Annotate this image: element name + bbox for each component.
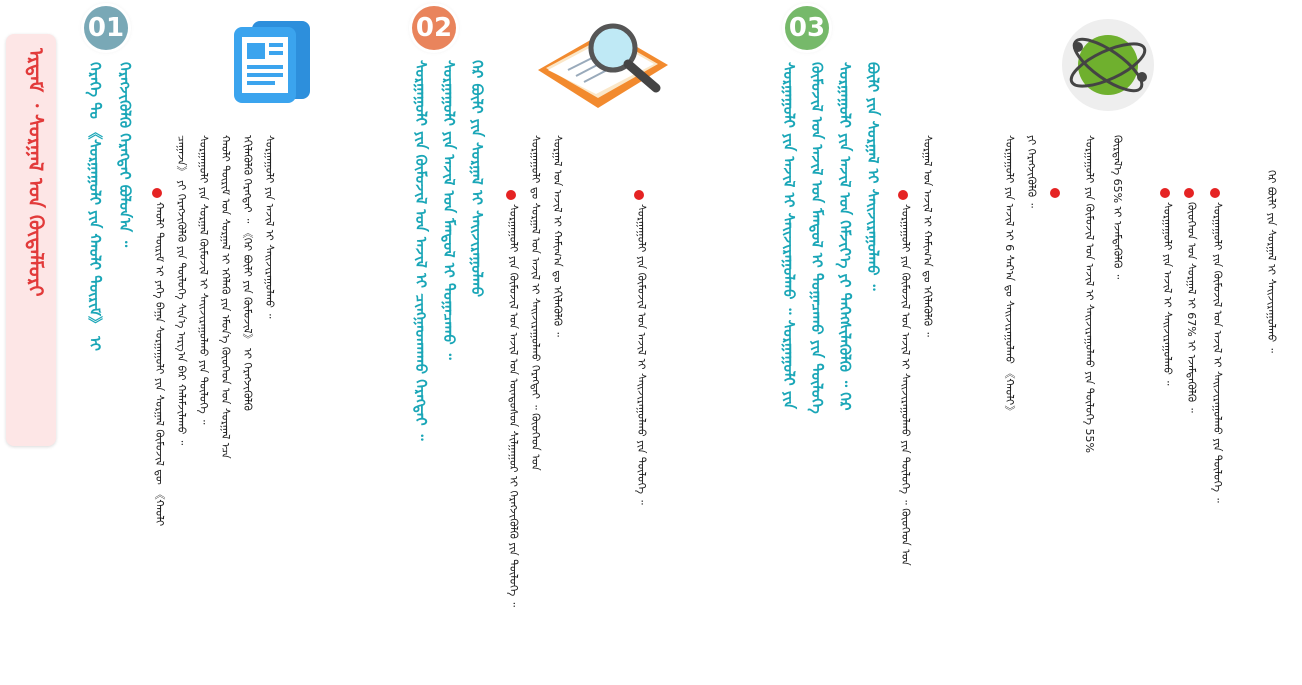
section-03-headline-line1: ᠰᠤᠷᠭᠠᠭᠤᠯᠢ ᠶᠢᠨ ᠠᠵᠢᠯ ᠢ ᠰᠠᠢᠵᠢᠷᠠᠭᠤᠯᠬᠤ ᠃ ᠰᠤᠷᠭᠠᠭᠤᠯᠢ ᠶᠢᠨ bbox=[780, 62, 798, 410]
section-01-bullet bbox=[152, 188, 162, 198]
section-01-para-line1: ᠬᠠᠤᠯᠢ ᠳᠦᠷᠢᠮ ᠢ ᠶᠡᠬᠡ ᠪᠠᠭᠠ ᠰᠤᠷᠭᠠᠭᠤᠯᠢ ᠶᠢᠨ ᠰᠤᠷᠭᠠᠯ ᠬᠦᠮᠦᠵᠢᠯ ᠳᠦ 《ᠬᠠᠤᠯᠢ bbox=[153, 202, 166, 527]
section-01-para-line3: ᠰᠤᠷᠭᠠᠭᠤᠯᠢ ᠶᠢᠨ ᠰᠤᠷᠭᠠᠯ ᠬᠦᠮᠦᠵᠢᠯ ᠢ ᠰᠠᠢᠵᠢᠷᠠᠭᠤᠯᠬᠤ ᠶᠢᠨ ᠲᠥᠯᠥᠭᠡ ᠃ bbox=[197, 135, 210, 425]
section-02-bullet-2 bbox=[634, 190, 644, 200]
section-03-para5-line2: ᠭᠡᠷ ᠪᠦᠯᠢ ᠶᠢᠨ ᠰᠤᠷᠭᠠᠯ ᠢ ᠰᠠᠢᠵᠢᠷᠠᠭᠤᠯᠬᠤ ᠃ bbox=[1265, 170, 1278, 353]
title-box bbox=[6, 34, 56, 446]
newspaper-icon bbox=[222, 15, 318, 111]
section-02-headline-line1: ᠰᠤᠷᠭᠠᠭᠤᠯᠢ ᠶᠢᠨ ᠬᠦᠮᠦᠵᠢᠯ ᠤᠨ ᠠᠵᠢᠯ ᠢ ᠴᠢᠩᠭᠠᠳᠬᠠᠬᠤ ᠬᠡᠷᠡᠭᠲᠡᠢ ᠃ bbox=[412, 60, 430, 441]
section-03-para2-line2: ᠬᠦᠷᠲᠡᠯ᠎ᠡ 65% ᠢ ᠡᠵᠡᠮᠳᠡᠭᠦᠯᠬᠦ ᠃ bbox=[1111, 135, 1124, 280]
section-03-para1-line3: ᠰᠤᠷᠭᠠᠭᠤᠯᠢ ᠶᠢᠨ ᠠᠵᠢᠯ ᠢ 6 ᠰᠠᠷ᠎ᠠ ᠳᠤ ᠰᠠᠢᠵᠢᠷᠠᠭᠤᠯᠬᠤ 《ᠬᠠᠤᠯᠢ》 bbox=[1003, 135, 1016, 417]
section-number-02: 02 bbox=[412, 6, 456, 50]
section-03-headline-line2: ᠬᠦᠮᠦᠵᠢᠯ ᠤᠨ ᠠᠵᠢᠯ ᠤᠨ ᠮᠠᠨᠳᠤᠯ ᠢ ᠲᠤᠭᠠᠴᠠᠬᠤ ᠶᠢᠨ ᠲᠥᠯᠥᠭᠡ bbox=[808, 62, 826, 414]
section-03-headline-line4: ᠪᠦᠯᠢ ᠶᠢᠨ ᠰᠤᠷᠭᠠᠯ ᠢ ᠰᠠᠢᠵᠢᠷᠠᠭᠤᠯᠬᠤ ᠃ bbox=[864, 62, 882, 291]
section-02-para1-line3: ᠰᠤᠷᠭᠠᠯ ᠤᠨ ᠠᠵᠢᠯ ᠢ ᠬᠠᠮᠢᠭ᠎ᠠ ᠳᠤ ᠡᠬᠢᠯᠡᠭᠦᠯᠬᠦ ᠃ bbox=[551, 135, 564, 337]
section-03-bullet-2 bbox=[1050, 188, 1060, 198]
section-03-para2-line1: ᠰᠤᠷᠭᠠᠭᠤᠯᠢ ᠶᠢᠨ ᠬᠦᠮᠦᠵᠢᠯ ᠤᠨ ᠠᠵᠢᠯ ᠢ ᠰᠠᠢᠵᠢᠷᠠᠭᠤᠯᠬᠤ ᠶᠢᠨ ᠲᠥᠯᠥᠭᠡ 55% bbox=[1083, 135, 1096, 453]
section-03-bullet-5 bbox=[1210, 188, 1220, 198]
section-03-para1-line2: ᠰᠤᠷᠭᠠᠯ ᠤᠨ ᠠᠵᠢᠯ ᠢ ᠬᠠᠮᠢᠭ᠎ᠠ ᠳᠤ ᠡᠬᠢᠯᠡᠭᠦᠯᠬᠦ ᠃ bbox=[921, 135, 934, 337]
globe-icon bbox=[1058, 15, 1158, 115]
section-03-para1-line1: ᠰᠤᠷᠭᠠᠭᠤᠯᠢ ᠶᠢᠨ ᠬᠦᠮᠦᠵᠢᠯ ᠤᠨ ᠠᠵᠢᠯ ᠢ ᠰᠠᠢᠵᠢᠷᠠᠭᠤᠯᠬᠤ ᠶᠢᠨ ᠲᠥᠯᠥᠭᠡ ᠃ ᠬᠦᠦᠬᠡᠳ ᠤᠨ bbox=[899, 204, 912, 566]
section-01-para-line2: ᠴᠠᠭᠠᠵᠠ》 ᠶᠢ ᠬᠡᠷᠡᠭᠵᠢᠭᠦᠯᠬᠦ ᠶᠢᠨ ᠲᠥᠯᠥᠭᠡ ᠰᠢᠨ᠎ᠡ ᠠᠷᠭ᠎ᠠ ᠪᠠᠷ ᠬᠠᠯᠠᠮᠵᠢᠯᠠᠬᠤ ᠃ bbox=[175, 135, 188, 446]
section-02-para2-line1: ᠰᠤᠷᠭᠠᠭᠤᠯᠢ ᠶᠢᠨ ᠬᠦᠮᠦᠵᠢᠯ ᠤᠨ ᠠᠵᠢᠯ ᠢ ᠰᠠᠢᠵᠢᠷᠠᠭᠤᠯᠬᠤ ᠶᠢᠨ ᠲᠥᠯᠥᠭᠡ ᠃ bbox=[635, 204, 648, 505]
section-01-para-line4: ᠬᠠᠤᠯᠢ ᠳᠦᠷᠢᠮ ᠤᠨ ᠰᠤᠷᠭᠠᠯ ᠢ ᠡᠬᠡᠯᠡᠬᠦ ᠶᠢᠨ ᠡᠮᠦᠨ᠎ᠡ ᠬᠦᠦᠬᠡᠳ ᠤᠨ ᠰᠤᠷᠭᠠᠯ ᠡᠴᠡ bbox=[219, 135, 232, 459]
section-03-bullet-4 bbox=[1184, 188, 1194, 198]
section-01-para-line6: ᠰᠤᠷᠭᠠᠭᠤᠯᠢ ᠶᠢᠨ ᠠᠵᠢᠯ ᠢ ᠰᠠᠢᠵᠢᠷᠠᠭᠤᠯᠬᠤ ᠃ bbox=[263, 135, 276, 319]
section-number-01: 01 bbox=[84, 6, 128, 50]
section-02-bullet-1 bbox=[506, 190, 516, 200]
section-01-para-line5: ᠡᠬᠢᠯᠡᠭᠦᠯᠬᠦ ᠬᠡᠷᠡᠭᠲᠡᠢ ᠃ 《ᠭᠡᠷ ᠪᠦᠯᠢ ᠶᠢᠨ ᠬᠦᠮᠦᠵᠢᠯ》 ᠢ ᠬᠡᠷᠡᠭᠵᠢᠭᠦᠯᠬᠦ bbox=[241, 135, 254, 411]
page-title: ᠡᠷᠳᠡᠮ ᠂ ᠰᠤᠷᠭᠠᠯ ᠤᠨ ᠬᠦᠳᠡᠯᠮᠦᠷᠢ bbox=[24, 48, 48, 297]
section-02-para1-line1: ᠰᠤᠷᠭᠠᠭᠤᠯᠢ ᠶᠢᠨ ᠬᠦᠮᠦᠵᠢᠯ ᠤᠨ ᠠᠵᠢᠯ ᠤᠨ ᠦᠨᠳᠦᠰᠦᠨ ᠰᠢᠯᠭᠠᠭᠤᠷ ᠢ ᠬᠡᠷᠡᠭᠵᠢᠭᠦᠯᠬᠦ ᠶᠢᠨ ᠲᠥᠯᠥᠭᠡ ᠃ bbox=[507, 204, 520, 607]
section-number-03: 03 bbox=[785, 6, 829, 50]
section-01-headline-line1: ᠭᠡᠷᠡᠭᠡ ᠲᠤ 《ᠰᠤᠷᠭᠠᠭᠤᠯᠢ ᠶᠢᠨ ᠬᠠᠤᠯᠢ ᠳᠦᠷᠢᠮ》 ᠢ bbox=[86, 62, 104, 352]
section-03-bullet-3 bbox=[1160, 188, 1170, 198]
section-03-bullet-1 bbox=[898, 190, 908, 200]
section-03-headline-line3: ᠰᠤᠷᠭᠠᠭᠤᠯᠢ ᠶᠢᠨ ᠠᠵᠢᠯ ᠤᠨ ᠬᠡᠮᠵᠢᠶ᠎ᠡ ᠶᠢ ᠳᠡᠭᠡᠭᠰᠢᠯᠡᠭᠦᠯᠬᠦ ᠃ ᠭᠡᠷ bbox=[836, 62, 854, 411]
section-03-para1-line4: ᠶᠢ ᠬᠡᠷᠡᠭᠵᠢᠭᠦᠯᠬᠦ ᠃ bbox=[1025, 135, 1038, 208]
section-02-headline-line2: ᠰᠤᠷᠭᠠᠭᠤᠯᠢ ᠶᠢᠨ ᠠᠵᠢᠯ ᠤᠨ ᠮᠠᠨᠳᠤᠯ ᠢ ᠲᠤᠭᠠᠴᠠᠬᠤ ᠃ bbox=[440, 60, 458, 360]
section-03-para4-line1: ᠬᠦᠦᠬᠡᠳ ᠤᠨ ᠰᠤᠷᠭᠠᠯ ᠢ 67% ᠢ ᠡᠵᠡᠮᠳᠡᠭᠦᠯᠬᠦ ᠃ bbox=[1185, 202, 1198, 413]
section-02-headline-line3: ᠭᠡᠷ ᠪᠦᠯᠢ ᠶᠢᠨ ᠰᠤᠷᠭᠠᠯ ᠢ ᠰᠠᠢᠵᠢᠷᠠᠭᠤᠯᠬᠤ bbox=[468, 60, 486, 297]
section-01-headline-line2: ᠬᠡᠷᠡᠭᠵᠢᠭᠦᠯᠬᠦ ᠬᠡᠷᠡᠭᠲᠡᠢ ᠪᠣᠯᠤᠨ᠎ᠠ ᠃ bbox=[116, 62, 134, 248]
section-03-para3-line1: ᠰᠤᠷᠭᠠᠭᠤᠯᠢ ᠶᠢᠨ ᠠᠵᠢᠯ ᠢ ᠰᠠᠢᠵᠢᠷᠠᠭᠤᠯᠬᠤ ᠃ bbox=[1161, 202, 1174, 386]
section-02-para1-line2: ᠰᠤᠷᠭᠠᠭᠤᠯᠢ ᠳᠤ ᠰᠤᠷᠭᠠᠯ ᠤᠨ ᠠᠵᠢᠯ ᠢ ᠰᠠᠢᠵᠢᠷᠠᠭᠤᠯᠬᠤ ᠬᠡᠷᠡᠭᠲᠡᠢ ᠃ ᠬᠦᠦᠬᠡᠳ ᠤᠨ bbox=[529, 135, 542, 471]
notebook-magnifier-icon bbox=[528, 10, 678, 120]
section-03-para5-line1: ᠰᠤᠷᠭᠠᠭᠤᠯᠢ ᠶᠢᠨ ᠬᠦᠮᠦᠵᠢᠯ ᠤᠨ ᠠᠵᠢᠯ ᠢ ᠰᠠᠢᠵᠢᠷᠠᠭᠤᠯᠬᠤ ᠶᠢᠨ ᠲᠥᠯᠥᠭᠡ ᠃ bbox=[1211, 202, 1224, 503]
